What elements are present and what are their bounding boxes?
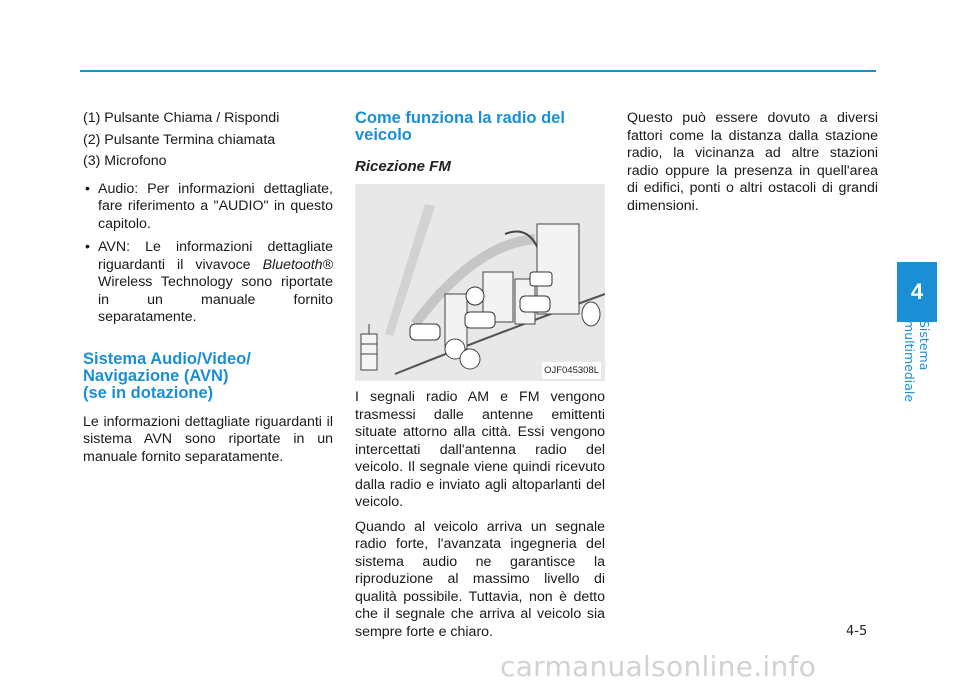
bullet-dot: • xyxy=(85,239,90,255)
bullet-list xyxy=(83,181,333,327)
page-number: 4-5 xyxy=(846,624,868,639)
fm-paragraph-1: I segnali radio AM e FM vengono trasmessi dalle antenne emittenti situate attorno alla città. Essi vengono intercettati dall'antenna radio del veicolo. Il segnale viene quindi ricevuto dalla radio e inviato agli altoparlanti del veicolo. xyxy=(355,389,605,510)
list-item-end-call: (2) Pulsante Termina chiamata xyxy=(83,131,276,148)
fm-subheading: Ricezione FM xyxy=(355,158,451,175)
list-item-call: (1) Pulsante Chiama / Rispondi xyxy=(83,110,280,126)
avn-heading-line3: (se in dotazione) xyxy=(83,383,214,402)
bluetooth-brand: Bluetooth® xyxy=(262,256,333,273)
avn-heading-line2: Navigazione (AVN) xyxy=(83,366,229,385)
avn-heading-line1: Sistema Audio/Video/ xyxy=(83,349,251,368)
bullet-audio xyxy=(83,181,333,234)
bullet-avn xyxy=(83,239,333,327)
bullet-avn-text-end: Wireless Technology sono riportate in un manuale fornito separatamente. xyxy=(98,274,333,325)
fm-reception-illustration xyxy=(355,184,605,381)
fm-illustration-svg xyxy=(355,184,605,381)
avn-paragraph: Le informazioni dettagliate riguardanti il sistema AVN sono riportate in un manuale fornito separatamente. xyxy=(83,413,333,465)
avn-heading xyxy=(83,351,333,402)
list-item-microphone: (3) Microfono xyxy=(83,153,167,169)
radio-heading-line2: veicolo xyxy=(355,126,412,144)
transmitter-tower xyxy=(361,324,377,370)
left-column xyxy=(83,110,333,466)
bullet-avn-text: AVN: Le informazioni dettagliate riguardanti il vivavoce xyxy=(98,239,333,273)
right-column xyxy=(627,110,878,215)
header-rule xyxy=(80,70,876,72)
bullet-dot: • xyxy=(85,180,90,197)
bullet-audio-text: Audio: Per informazioni dettagliate, fare riferimento a "AUDIO" in questo capitolo. xyxy=(98,180,333,232)
radio-heading xyxy=(355,110,605,144)
figure-code: OJF045308L xyxy=(542,362,601,380)
watermark: carmanualsonline.info xyxy=(500,650,817,683)
interference-paragraph: Questo può essere dovuto a diversi fattori come la distanza dalla stazione radio, la vicinanza ad altre stazioni radio oppure la presenza in quell'area di edifici, ponti o altri ostacoli di grandi dimensioni. xyxy=(627,110,878,214)
fm-paragraph-2: Quando al veicolo arriva un segnale radio forte, l'avanzata ingegneria del sistema audio ne garantisce la riproduzione al massimo livello di qualità possibile. Tuttavia, non è detto che il segnale che arriva al veicolo sia sempre forte e chiaro. xyxy=(355,518,605,640)
radio-heading-line1: Come funziona la radio del xyxy=(355,109,565,127)
chapter-side-label: Sistema multimediale xyxy=(902,320,932,403)
middle-column xyxy=(355,110,605,641)
chapter-tab: 4 xyxy=(897,262,937,322)
